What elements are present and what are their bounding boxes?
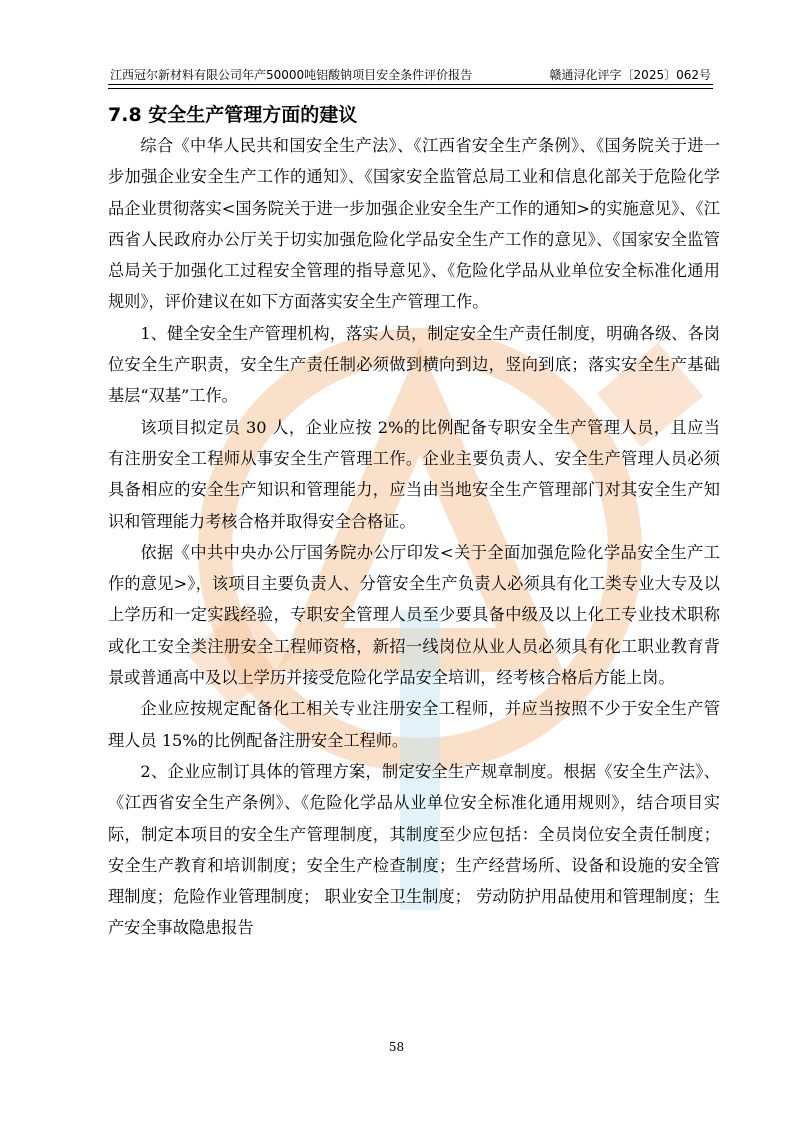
page-header — [108, 64, 713, 85]
paragraph: 综合《中华人民共和国安全生产法》、《江西省安全生产条例》、《国务院关于进一步加强企业安全生产工作的通知》、《国家安全监管总局工业和信息化部关于危险化学品企业贯彻落实<国务院关于进一步加强企业安全生产工作的通知>的实施意见》、《江西省人民政府办公厅关于切实加强危险化学品安全生产工作的意见》、《国家安全监管总局关于加强化工过程安全管理的指导意见》、《危险化学品从业单位安全标准化通用规则》，评价建议在如下方面落实安全生产管理工作。 — [108, 136, 720, 312]
body-text — [108, 130, 720, 944]
header-report-number: 赣通浔化评字〔2025〕062号 — [549, 68, 711, 82]
section-title: 7.8 安全生产管理方面的建议 — [108, 104, 358, 126]
paragraph: 企业应按规定配备化工相关专业注册安全工程师，并应当按照不少于安全生产管理人员 15%的比例配备注册安全工程师。 — [108, 699, 720, 750]
page-number: 58 — [388, 1040, 405, 1054]
header-report-title: 江西冠尔新材料有限公司年产50000吨铝酸钠项目安全条件评价报告 — [110, 68, 473, 82]
paragraph: 2、企业应制订具体的管理方案，制定安全生产规章制度。根据《安全生产法》、《江西省安全生产条例》、《危险化学品从业单位安全标准化通用规则》，结合项目实际，制定本项目的安全生产管理制度，其制度至少应包括：全员岗位安全责任制度；安全生产教育和培训制度；安全生产检查制度；生产经营场所、设备和设施的安全管理制度；危险作业管理制度； 职业安全卫生制度； 劳动防护用品使用和管理制度；生产安全事故隐患报告 — [108, 761, 720, 938]
paragraph: 1、健全安全生产管理机构，落实人员，制定安全生产责任制度，明确各级、各岗位安全生产职责，安全生产责任制必须做到横向到边，竖向到底；落实安全生产基础基层“双基”工作。 — [108, 323, 720, 406]
paragraph: 依据《中共中央办公厅国务院办公厅印发<关于全面加强危险化学品安全生产工作的意见>》，该项目主要负责人、分管安全生产负责人必须具有化工类专业大专及以上学历和一定实践经验，专职安全管理人员至少要具备中级及以上化工专业技术职称或化工安全类注册安全工程师资格，新招一线岗位从业人员必须具有化工职业教育背景或普通高中及以上学历并接受危险化学品安全培训，经考核合格后方能上岗。 — [108, 542, 720, 688]
header-divider — [108, 88, 713, 89]
paragraph: 该项目拟定员 30 人，企业应按 2%的比例配备专职安全生产管理人员，且应当有注册安全工程师从事安全生产管理工作。企业主要负责人、安全生产管理人员必须具备相应的安全生产知识和管理能力，应当由当地安全生产管理部门对其安全生产知识和管理能力考核合格并取得安全合格证。 — [108, 417, 720, 531]
